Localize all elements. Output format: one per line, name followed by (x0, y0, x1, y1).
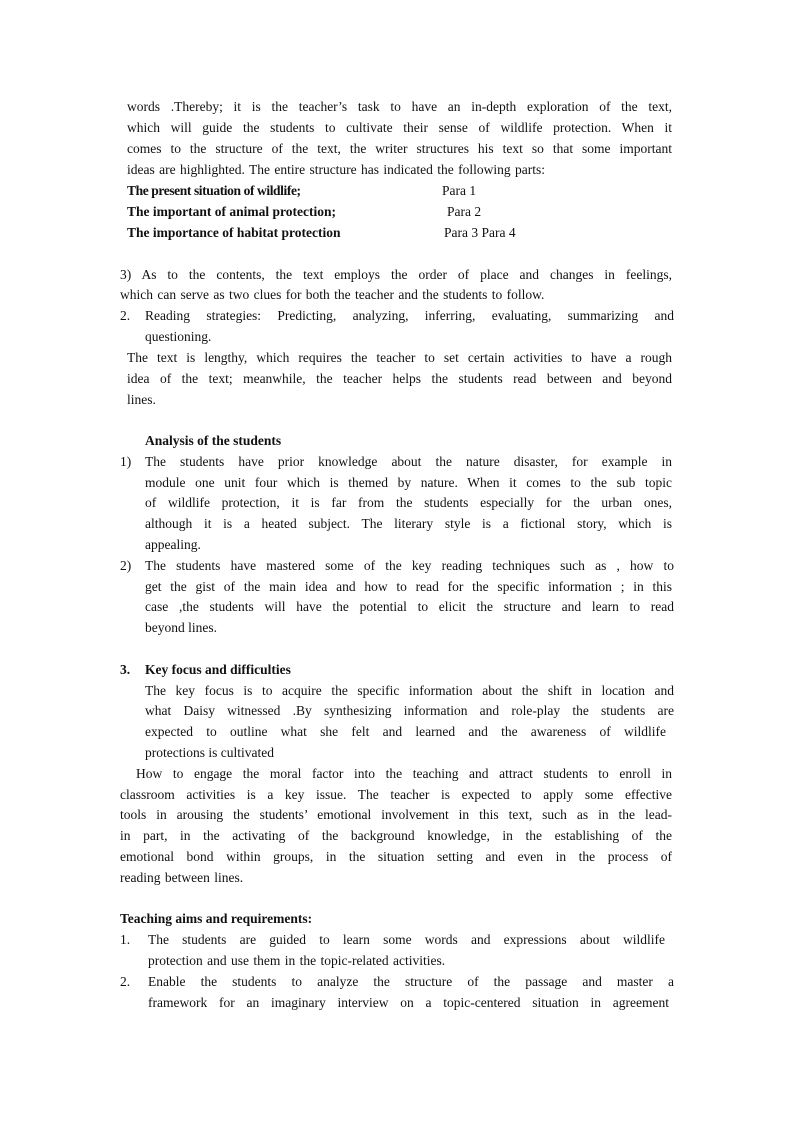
strategies-line-1: Reading strategies: Predicting, analyzing, inferring, evaluating, summarizing and (145, 308, 674, 323)
key-focus-line-4: protections is cultivated (145, 745, 274, 760)
aims-item2-line-1: Enable the students to analyze the structure of the passage and master a (148, 974, 674, 989)
key-focus-line-2: what Daisy witnessed .By synthesizing information and role-play the students are (145, 703, 674, 718)
key-focus-para-line-4: in part, in the activating of the background knowledge, in the establishing of the (120, 828, 672, 843)
lengthy-line-2: idea of the text; meanwhile, the teacher helps the students read between and beyond (127, 371, 672, 386)
students-item1-line-1: The students have prior knowledge about the nature disaster, for example in (145, 454, 672, 469)
structure-label-2: The important of animal protection; (127, 204, 336, 219)
students-item2-line-1: The students have mastered some of the key reading techniques such as , how to (145, 558, 674, 573)
lengthy-line-3: lines. (127, 392, 156, 407)
structure-label-1: The present situation of wildlife; (127, 183, 301, 198)
structure-para-2: Para 2 (447, 204, 482, 219)
aims-item1-line-1: The students are guided to learn some words and expressions about wildlife (148, 932, 665, 947)
key-focus-para-line-2: classroom activities is a key issue. The teacher is expected to apply some effective (120, 787, 672, 802)
aims-item2-line-2: framework for an imaginary interview on a topic-centered situation in agreement (148, 995, 669, 1010)
intro-line-2: which will guide the students to cultivate their sense of wildlife protection. When it (127, 120, 672, 135)
structure-para-3: Para 3 Para 4 (444, 225, 516, 240)
aims-item1-number: 1. (120, 932, 131, 947)
students-item2-line-2: get the gist of the main idea and how to read for the specific information ; in this (145, 579, 672, 594)
students-item1-line-4: although it is a heated subject. The literary style is a fictional story, which is (145, 516, 672, 531)
students-item2-number: 2) (120, 558, 132, 573)
intro-line-1: words .Thereby; it is the teacher’s task to have an in-depth exploration of the text, (127, 99, 672, 114)
key-focus-para-line-5: emotional bond within groups, in the situation setting and even in the process of (120, 849, 672, 864)
intro-line-4: ideas are highlighted. The entire structure has indicated the following parts: (127, 162, 545, 177)
strategies-line-2: questioning. (145, 329, 212, 344)
key-focus-para-line-6: reading between lines. (120, 870, 244, 885)
students-heading: Analysis of the students (145, 433, 282, 448)
structure-para-1: Para 1 (442, 183, 477, 198)
aims-item2-number: 2. (120, 974, 131, 989)
aims-item1-line-2: protection and use them in the topic-related activities. (148, 953, 446, 968)
contents-line-2: which can serve as two clues for both the teacher and the students to follow. (120, 287, 545, 302)
students-item2-line-4: beyond lines. (145, 620, 217, 635)
students-item1-line-2: module one unit four which is themed by nature. When it comes to the sub topic (145, 475, 672, 490)
intro-line-3: comes to the structure of the text, the writer structures his text so that some important (127, 141, 672, 156)
structure-label-3: The importance of habitat protection (127, 225, 341, 240)
key-focus-line-3: expected to outline what she felt and learned and the awareness of wildlife (145, 724, 666, 739)
key-focus-line-1: The key focus is to acquire the specific information about the shift in location and (145, 683, 674, 698)
key-focus-number: 3. (120, 662, 131, 677)
lengthy-line-1: The text is lengthy, which requires the teacher to set certain activities to have a rough (127, 350, 672, 365)
contents-line-1: 3) As to the contents, the text employs the order of place and changes in feelings, (120, 267, 672, 282)
strategies-number: 2. (120, 308, 131, 323)
students-item1-line-3: of wildlife protection, it is far from the students especially for the urban ones, (145, 495, 672, 510)
students-item1-line-5: appealing. (145, 537, 201, 552)
key-focus-heading: Key focus and difficulties (145, 662, 291, 677)
key-focus-para-line-3: tools in arousing the students’ emotional involvement in this text, such as in the lead- (120, 807, 672, 822)
students-item2-line-3: case ,the students will have the potential to elicit the structure and learn to read (145, 599, 674, 614)
students-item1-number: 1) (120, 454, 132, 469)
key-focus-para-line-1: How to engage the moral factor into the teaching and attract students to enroll in (136, 766, 672, 781)
teaching-aims-heading: Teaching aims and requirements: (120, 911, 313, 926)
